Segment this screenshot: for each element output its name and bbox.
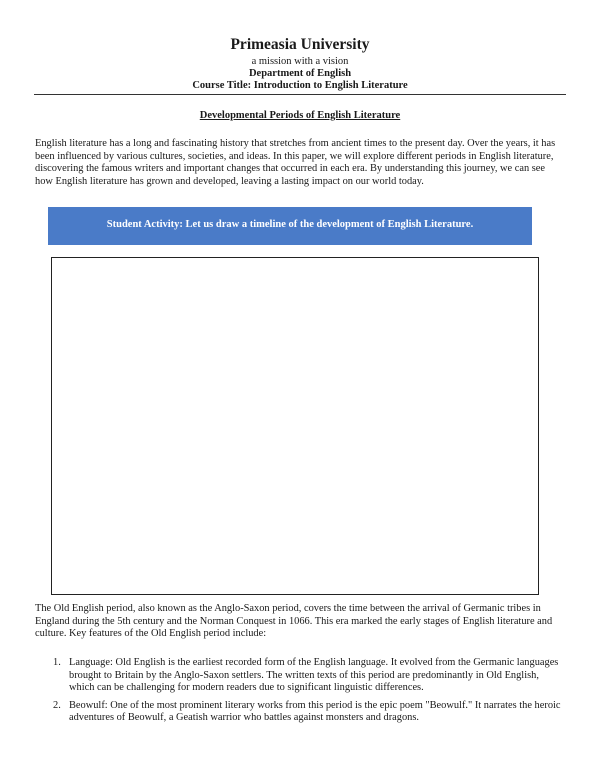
university-motto: a mission with a vision xyxy=(251,56,349,67)
features-list xyxy=(35,657,565,730)
student-activity-banner: Student Activity: Let us draw a timeline of the development of English Literature. xyxy=(48,207,532,245)
list-item-text: Language: Old English is the earliest recorded form of the English language. It evolved from the Germanic languages brought to Britain by the Anglo-Saxon settlers. The written texts of this period are predominantly in Old English, which can be challenging for modern readers due to significant linguistic differences. xyxy=(69,657,559,694)
timeline-drawing-box[interactable] xyxy=(51,257,539,595)
list-item xyxy=(35,657,565,695)
course-title: Course Title: Introduction to English Literature xyxy=(192,80,408,91)
university-name: Primeasia University xyxy=(230,36,370,53)
list-item-number: 2. xyxy=(53,699,61,711)
old-english-paragraph: The Old English period, also known as the Anglo-Saxon period, covers the time between the arrival of Germanic tribes in England during the 5th century and the Norman Conquest in 1066. This era marked the early stages of English literature and culture. Key features of the Old English period include: xyxy=(35,603,553,640)
document-header xyxy=(0,36,600,92)
list-item-text: Beowulf: One of the most prominent literary works from this period is the epic poem "Beowulf." It narrates the heroic adventures of Beowulf, a Geatish warrior who battles against monsters and dragons. xyxy=(69,699,561,724)
list-item xyxy=(35,700,565,725)
department-name: Department of English xyxy=(248,68,352,79)
list-item-number: 1. xyxy=(53,657,61,668)
intro-paragraph: English literature has a long and fascinating history that stretches from ancient times to the present day. Over the years, it has been influenced by various cultures, societies, and ideas. In this paper, we will explore different periods in English literature, discovering the famous writers and important changes that occurred in each era. By understanding this journey, we can see how English literature has grown and developed, leaving a lasting impact on our world today. xyxy=(35,138,556,187)
page-title: Developmental Periods of English Literature xyxy=(199,110,401,121)
header-divider xyxy=(34,94,566,95)
